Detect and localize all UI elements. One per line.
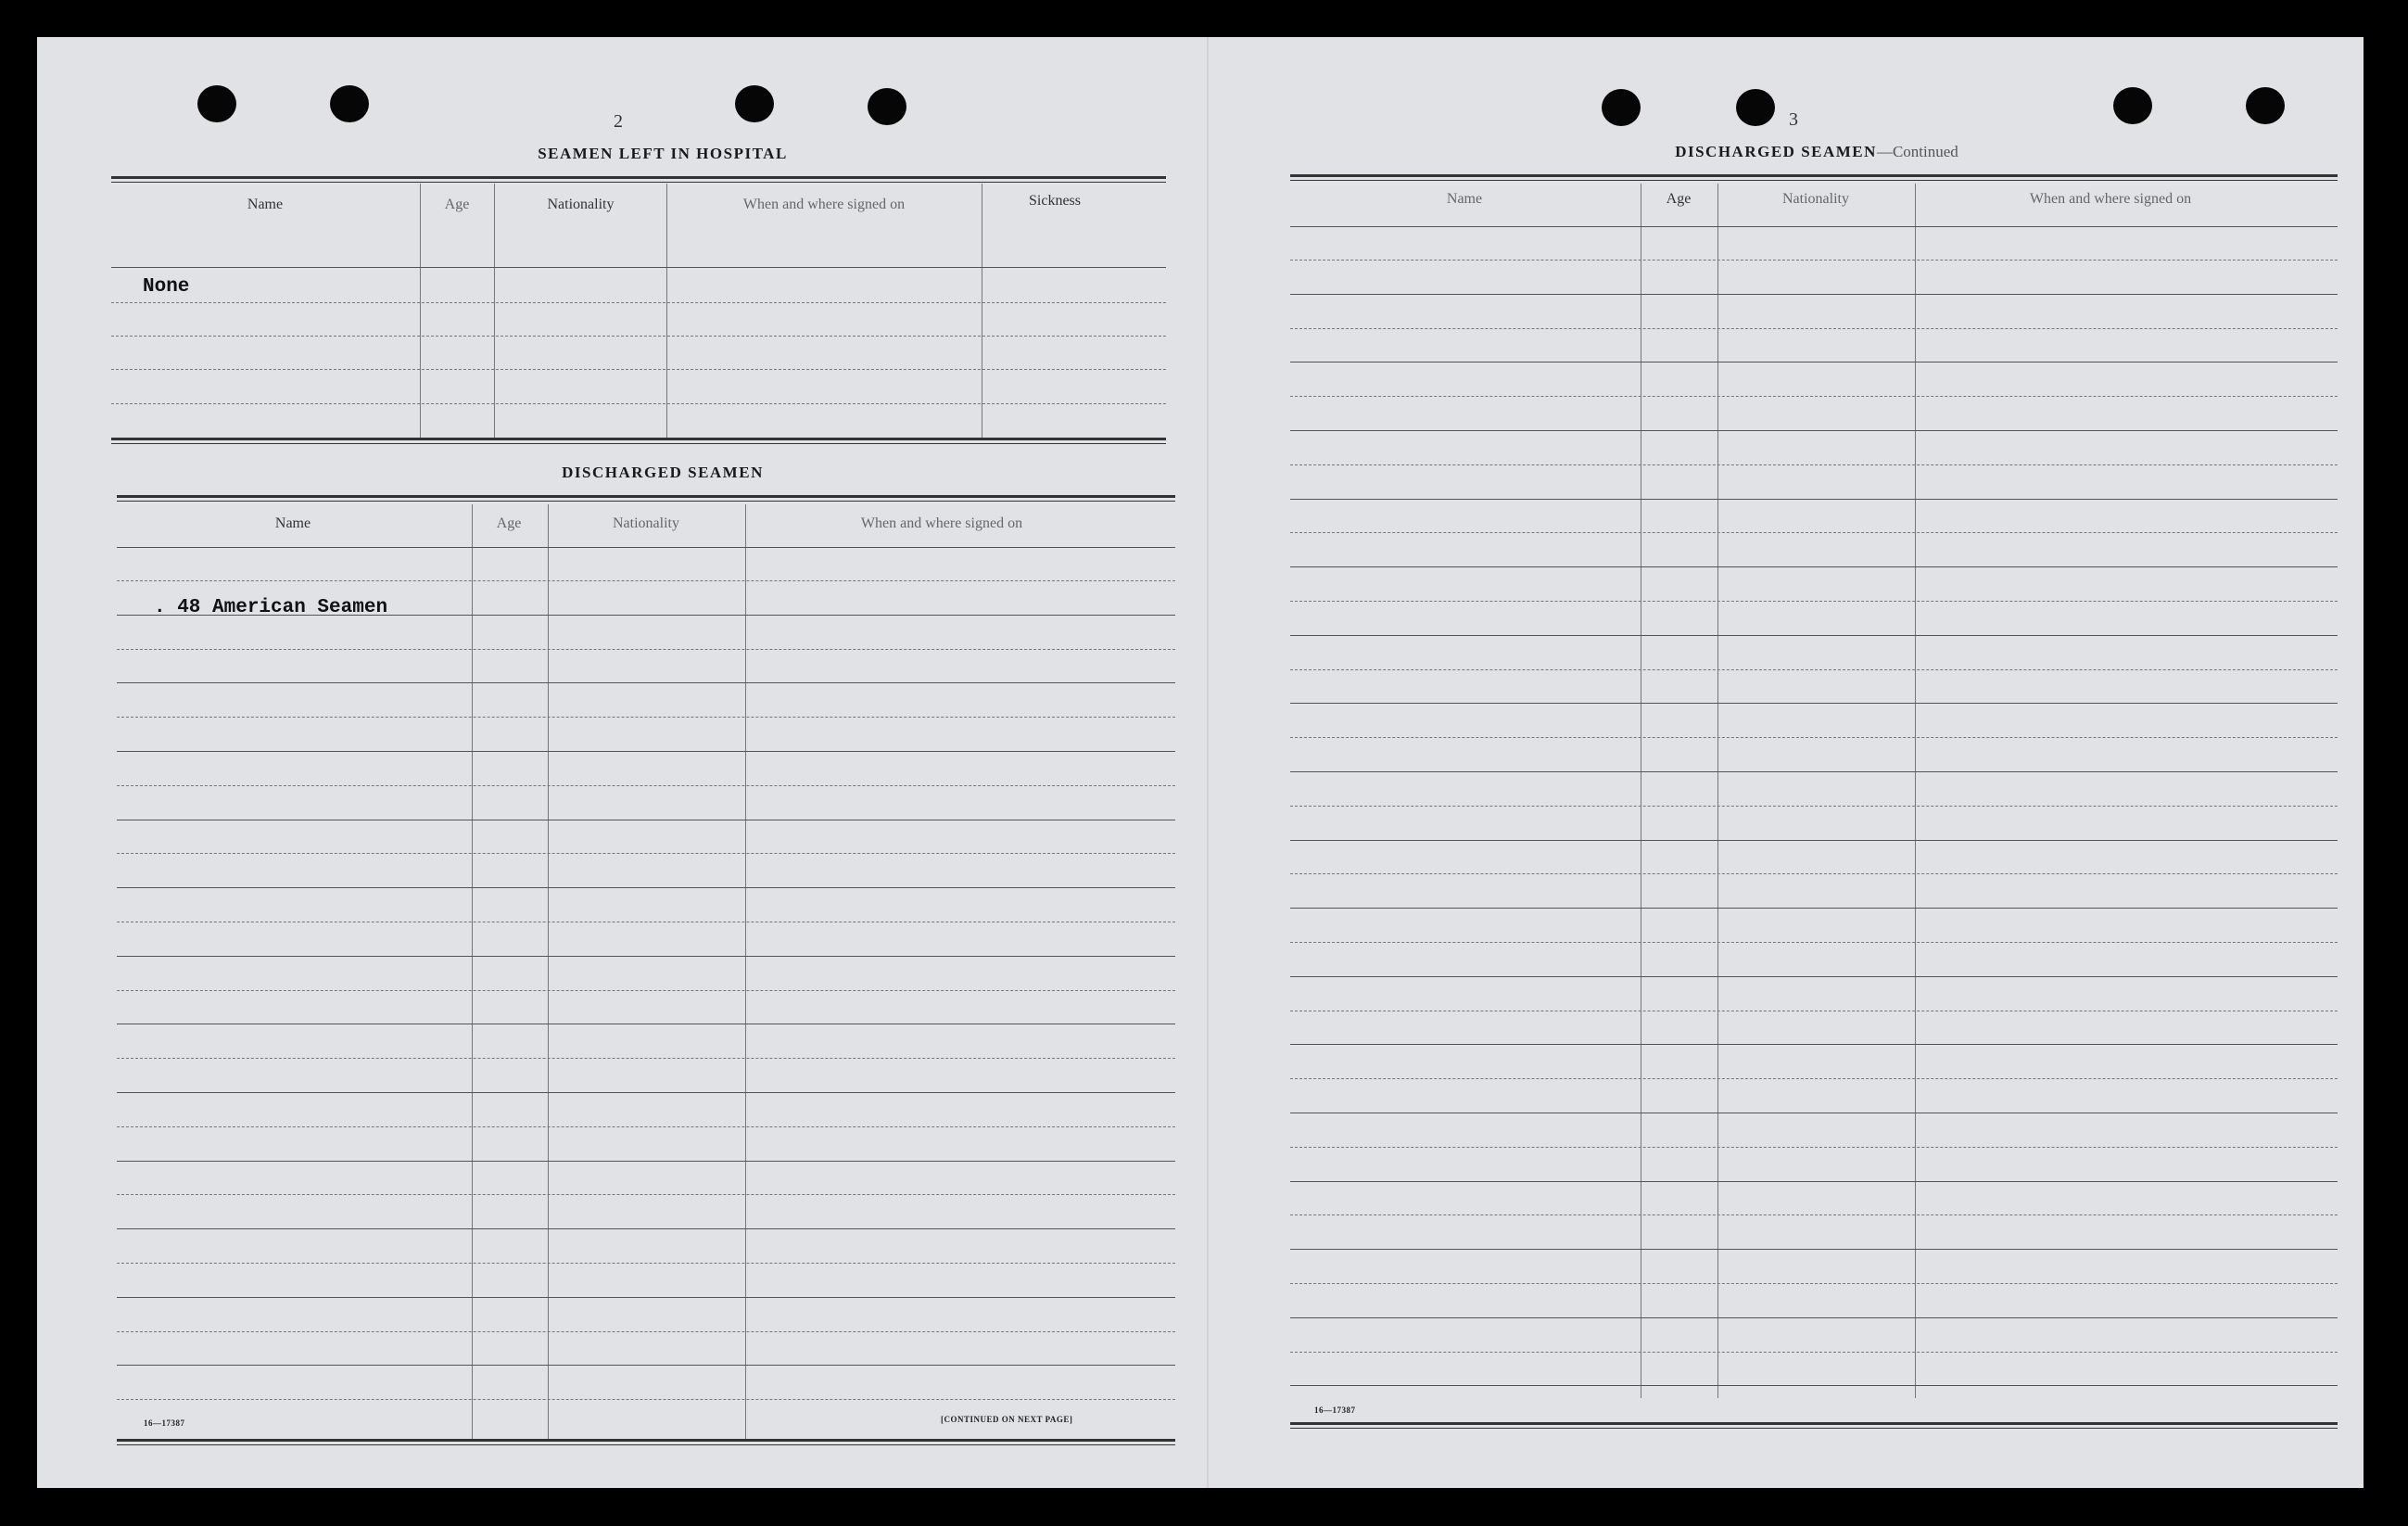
table-row	[1290, 430, 2338, 431]
table-row	[1290, 737, 2338, 738]
discharged-section-title: DISCHARGED SEAMEN	[562, 464, 764, 481]
table-row	[1290, 1044, 2338, 1045]
col-header-age: Age	[444, 197, 470, 212]
col-header-age: Age	[496, 515, 522, 531]
table-row	[1290, 1352, 2338, 1353]
page-number-right: 3	[1789, 109, 1798, 130]
table-row	[117, 887, 1175, 888]
table-row	[117, 1194, 1175, 1195]
table-row	[117, 853, 1175, 854]
table-row	[1290, 1249, 2338, 1250]
table-row	[117, 1331, 1175, 1332]
col-header-signed-on: When and where signed on	[2029, 191, 2192, 207]
table-row	[1290, 703, 2338, 704]
col-header-name: Name	[247, 197, 284, 212]
discharged-table-left	[117, 495, 1175, 1450]
table-row	[111, 336, 1166, 337]
table-row	[1290, 396, 2338, 397]
col-header-nationality: Nationality	[613, 515, 679, 531]
punch-hole	[197, 85, 236, 122]
punch-hole	[330, 85, 369, 122]
table-row	[117, 580, 1175, 581]
table-row	[1290, 1317, 2338, 1318]
form-number-left: 16—17387	[144, 1418, 185, 1428]
table-row	[1290, 1385, 2338, 1386]
table-row	[1290, 976, 2338, 977]
col-header-name: Name	[274, 515, 311, 531]
table-row	[1290, 260, 2338, 261]
table-row	[117, 1228, 1175, 1229]
table-row	[117, 785, 1175, 786]
col-header-name: Name	[1446, 191, 1483, 207]
table-row	[117, 717, 1175, 718]
col-header-signed-on: When and where signed on	[860, 515, 1023, 531]
table-row	[1290, 771, 2338, 772]
col-header-nationality: Nationality	[1782, 191, 1849, 207]
table-row	[117, 751, 1175, 752]
punch-hole	[2246, 87, 2285, 124]
table-row	[117, 1399, 1175, 1400]
table-row	[111, 302, 1166, 303]
table-row	[1290, 1214, 2338, 1215]
table-row	[117, 956, 1175, 957]
table-row	[1290, 908, 2338, 909]
table-row	[1290, 1181, 2338, 1182]
table-row	[117, 990, 1175, 991]
table-row	[117, 1365, 1175, 1366]
page-fold	[1207, 37, 1209, 1488]
table-row	[1290, 1078, 2338, 1079]
table-row	[117, 1297, 1175, 1298]
table-row	[117, 649, 1175, 650]
table-row	[1290, 532, 2338, 533]
form-number-right: 16—17387	[1314, 1405, 1356, 1415]
punch-hole	[1602, 89, 1641, 126]
punch-hole	[735, 85, 774, 122]
col-header-signed-on: When and where signed on	[742, 197, 906, 212]
table-row	[1290, 669, 2338, 670]
punch-hole	[868, 88, 906, 125]
table-row	[117, 1058, 1175, 1059]
table-row	[1290, 328, 2338, 329]
page-number-left: 2	[614, 111, 623, 132]
document-page	[37, 37, 2364, 1488]
punch-hole	[1736, 89, 1775, 126]
table-row	[1290, 464, 2338, 465]
table-row	[1290, 499, 2338, 500]
discharged-entry: . 48 American Seamen	[154, 597, 388, 618]
table-row	[111, 403, 1166, 404]
table-row	[117, 1161, 1175, 1162]
table-row	[1290, 873, 2338, 874]
hospital-table	[111, 176, 1166, 482]
table-row	[1290, 942, 2338, 943]
discharged-continued-title: DISCHARGED SEAMEN—Continued	[1675, 143, 1958, 160]
table-row	[1290, 566, 2338, 567]
table-row	[1290, 1283, 2338, 1284]
table-row	[117, 1092, 1175, 1093]
col-header-sickness: Sickness	[1029, 193, 1081, 209]
table-row	[111, 369, 1166, 370]
col-header-age: Age	[1666, 191, 1692, 207]
hospital-entry-none: None	[143, 276, 190, 298]
col-header-nationality: Nationality	[547, 197, 615, 212]
table-row	[1290, 601, 2338, 602]
table-row	[117, 682, 1175, 683]
table-row	[1290, 635, 2338, 636]
table-row	[1290, 840, 2338, 841]
table-row	[1290, 806, 2338, 807]
discharged-table-right	[1290, 174, 2338, 1444]
continued-suffix: —Continued	[1876, 143, 1958, 160]
table-row	[1290, 294, 2338, 295]
punch-hole	[2113, 87, 2152, 124]
table-row	[117, 1126, 1175, 1127]
table-row	[1290, 1147, 2338, 1148]
table-row	[117, 1263, 1175, 1264]
hospital-section-title: SEAMEN LEFT IN HOSPITAL	[538, 145, 788, 162]
continued-note: [CONTINUED ON NEXT PAGE]	[941, 1415, 1073, 1424]
